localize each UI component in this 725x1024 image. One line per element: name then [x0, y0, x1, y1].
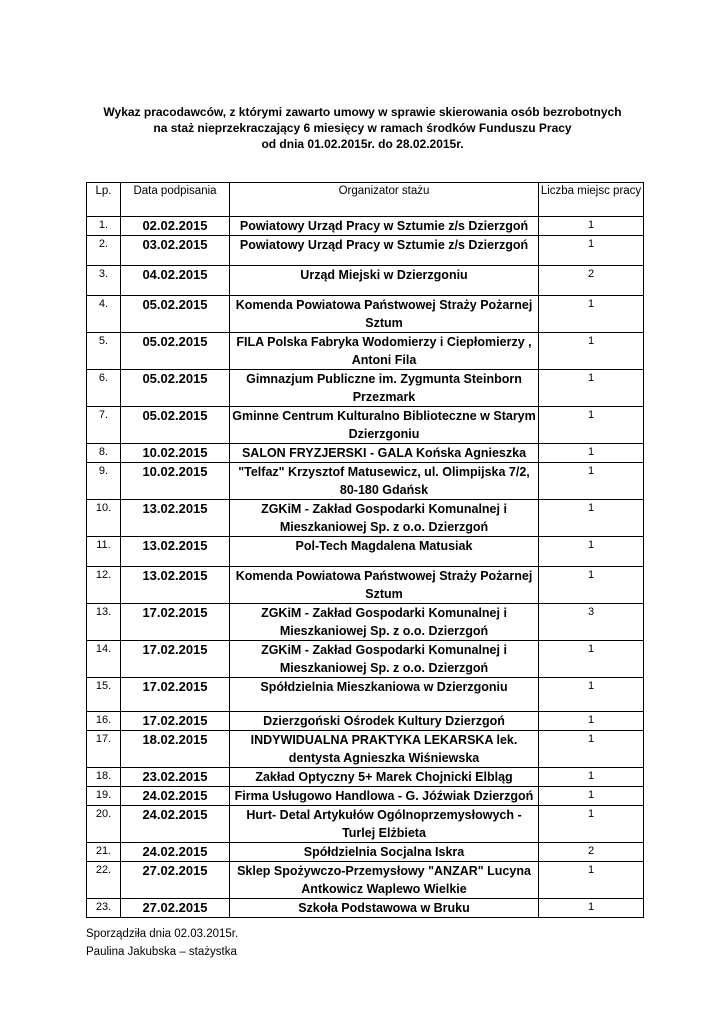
- row-lp: 22.: [87, 862, 121, 899]
- table-row: [87, 678, 644, 712]
- table-row: [87, 537, 644, 567]
- header-date: Data podpisania: [121, 183, 230, 217]
- row-date: 05.02.2015: [121, 296, 230, 333]
- row-lp: 12.: [87, 567, 121, 604]
- row-organizer: Gminne Centrum Kulturalno Biblioteczne w Starym Dzierzgoniu: [230, 407, 539, 444]
- row-organizer: Urząd Miejski w Dzierzgoniu: [230, 266, 539, 296]
- row-date: 05.02.2015: [121, 407, 230, 444]
- row-count: 1: [539, 712, 644, 731]
- row-date: 27.02.2015: [121, 899, 230, 918]
- row-date: 10.02.2015: [121, 444, 230, 463]
- row-date: 17.02.2015: [121, 641, 230, 678]
- table-row: [87, 806, 644, 843]
- row-count: 1: [539, 678, 644, 712]
- table-row: [87, 843, 644, 862]
- row-count: 1: [539, 500, 644, 537]
- row-lp: 3.: [87, 266, 121, 296]
- table-row: [87, 500, 644, 537]
- table-row: [87, 567, 644, 604]
- row-lp: 7.: [87, 407, 121, 444]
- row-date: 24.02.2015: [121, 806, 230, 843]
- row-count: 3: [539, 604, 644, 641]
- table-row: [87, 712, 644, 731]
- row-lp: 19.: [87, 787, 121, 806]
- table-row: [87, 217, 644, 236]
- row-date: 23.02.2015: [121, 768, 230, 787]
- row-organizer: Powiatowy Urząd Pracy w Sztumie z/s Dzierzgoń: [230, 236, 539, 266]
- row-lp: 1.: [87, 217, 121, 236]
- table-row: [87, 236, 644, 266]
- row-lp: 15.: [87, 678, 121, 712]
- row-lp: 14.: [87, 641, 121, 678]
- row-organizer: Dzierzgoński Ośrodek Kultury Dzierzgoń: [230, 712, 539, 731]
- table-row: [87, 407, 644, 444]
- row-organizer: Powiatowy Urząd Pracy w Sztumie z/s Dzierzgoń: [230, 217, 539, 236]
- row-organizer: Spółdzielnia Socjalna Iskra: [230, 843, 539, 862]
- row-lp: 16.: [87, 712, 121, 731]
- employers-table: [86, 182, 644, 918]
- row-count: 1: [539, 463, 644, 500]
- row-count: 2: [539, 266, 644, 296]
- header-organizer: Organizator stażu: [230, 183, 539, 217]
- row-lp: 11.: [87, 537, 121, 567]
- row-lp: 17.: [87, 731, 121, 768]
- table-row: [87, 768, 644, 787]
- row-count: 1: [539, 862, 644, 899]
- row-organizer: Komenda Powiatowa Państwowej Straży Pożarnej Sztum: [230, 296, 539, 333]
- row-count: 1: [539, 296, 644, 333]
- row-date: 18.02.2015: [121, 731, 230, 768]
- table-row: [87, 463, 644, 500]
- document-title: [0, 104, 725, 152]
- row-date: 17.02.2015: [121, 678, 230, 712]
- row-count: 1: [539, 217, 644, 236]
- row-date: 13.02.2015: [121, 537, 230, 567]
- row-date: 27.02.2015: [121, 862, 230, 899]
- header-count: Liczba miejsc pracy: [539, 183, 644, 217]
- table-row: [87, 899, 644, 918]
- row-organizer: SALON FRYZJERSKI - GALA Końska Agnieszka: [230, 444, 539, 463]
- row-date: 24.02.2015: [121, 787, 230, 806]
- row-organizer: FILA Polska Fabryka Wodomierzy i Ciepłomierzy , Antoni Fila: [230, 333, 539, 370]
- title-line-2: na staż nieprzekraczający 6 miesięcy w ramach środków Funduszu Pracy: [153, 121, 572, 135]
- row-date: 04.02.2015: [121, 266, 230, 296]
- table-header-row: [87, 183, 644, 217]
- title-line-1: Wykaz pracodawców, z którymi zawarto umowy w sprawie skierowania osób bezrobotnych: [103, 105, 622, 119]
- row-date: 24.02.2015: [121, 843, 230, 862]
- row-organizer: Zakład Optyczny 5+ Marek Chojnicki Elbląg: [230, 768, 539, 787]
- row-organizer: ZGKiM - Zakład Gospodarki Komunalnej i Mieszkaniowej Sp. z o.o. Dzierzgoń: [230, 604, 539, 641]
- table-row: [87, 296, 644, 333]
- row-count: 2: [539, 843, 644, 862]
- row-lp: 2.: [87, 236, 121, 266]
- row-organizer: Pol-Tech Magdalena Matusiak: [230, 537, 539, 567]
- row-count: 1: [539, 444, 644, 463]
- row-date: 10.02.2015: [121, 463, 230, 500]
- row-lp: 6.: [87, 370, 121, 407]
- table-row: [87, 731, 644, 768]
- footer-prepared-date: Sporządziła dnia 02.03.2015r.: [86, 928, 239, 940]
- table-row: [87, 266, 644, 296]
- row-lp: 9.: [87, 463, 121, 500]
- row-organizer: Spółdzielnia Mieszkaniowa w Dzierzgoniu: [230, 678, 539, 712]
- row-organizer: ZGKiM - Zakład Gospodarki Komunalnej i Mieszkaniowej Sp. z o.o. Dzierzgoń: [230, 500, 539, 537]
- row-date: 13.02.2015: [121, 567, 230, 604]
- row-lp: 4.: [87, 296, 121, 333]
- row-lp: 10.: [87, 500, 121, 537]
- row-count: 1: [539, 768, 644, 787]
- table-row: [87, 370, 644, 407]
- table-row: [87, 444, 644, 463]
- row-lp: 20.: [87, 806, 121, 843]
- row-date: 03.02.2015: [121, 236, 230, 266]
- row-lp: 21.: [87, 843, 121, 862]
- row-date: 13.02.2015: [121, 500, 230, 537]
- footer-author: Paulina Jakubska – stażystka: [86, 946, 237, 958]
- row-count: 1: [539, 236, 644, 266]
- row-organizer: "Telfaz" Krzysztof Matusewicz, ul. Olimpijska 7/2, 80-180 Gdańsk: [230, 463, 539, 500]
- row-count: 1: [539, 806, 644, 843]
- row-organizer: Hurt- Detal Artykułów Ogólnoprzemysłowych - Turlej Elżbieta: [230, 806, 539, 843]
- row-organizer: Komenda Powiatowa Państwowej Straży Pożarnej Sztum: [230, 567, 539, 604]
- title-line-3: od dnia 01.02.2015r. do 28.02.2015r.: [261, 137, 464, 151]
- row-organizer: Firma Usługowo Handlowa - G. Jóźwiak Dzierzgoń: [230, 787, 539, 806]
- row-date: 17.02.2015: [121, 604, 230, 641]
- row-count: 1: [539, 641, 644, 678]
- row-lp: 5.: [87, 333, 121, 370]
- footer: [86, 925, 238, 961]
- row-date: 02.02.2015: [121, 217, 230, 236]
- row-lp: 8.: [87, 444, 121, 463]
- row-count: 1: [539, 899, 644, 918]
- row-lp: 18.: [87, 768, 121, 787]
- table-row: [87, 862, 644, 899]
- row-organizer: Gimnazjum Publiczne im. Zygmunta Steinborn Przezmark: [230, 370, 539, 407]
- row-date: 17.02.2015: [121, 712, 230, 731]
- row-organizer: Szkoła Podstawowa w Bruku: [230, 899, 539, 918]
- header-lp: Lp.: [87, 183, 121, 217]
- row-count: 1: [539, 333, 644, 370]
- row-count: 1: [539, 731, 644, 768]
- row-organizer: INDYWIDUALNA PRAKTYKA LEKARSKA lek. dentysta Agnieszka Wiśniewska: [230, 731, 539, 768]
- row-count: 1: [539, 370, 644, 407]
- row-count: 1: [539, 407, 644, 444]
- row-lp: 13.: [87, 604, 121, 641]
- row-lp: 23.: [87, 899, 121, 918]
- row-organizer: Sklep Spożywczo-Przemysłowy "ANZAR" Lucyna Antkowicz Waplewo Wielkie: [230, 862, 539, 899]
- row-count: 1: [539, 787, 644, 806]
- row-date: 05.02.2015: [121, 333, 230, 370]
- row-count: 1: [539, 567, 644, 604]
- table-row: [87, 333, 644, 370]
- table-row: [87, 641, 644, 678]
- table-row: [87, 787, 644, 806]
- row-date: 05.02.2015: [121, 370, 230, 407]
- row-organizer: ZGKiM - Zakład Gospodarki Komunalnej i Mieszkaniowej Sp. z o.o. Dzierzgoń: [230, 641, 539, 678]
- row-count: 1: [539, 537, 644, 567]
- table-row: [87, 604, 644, 641]
